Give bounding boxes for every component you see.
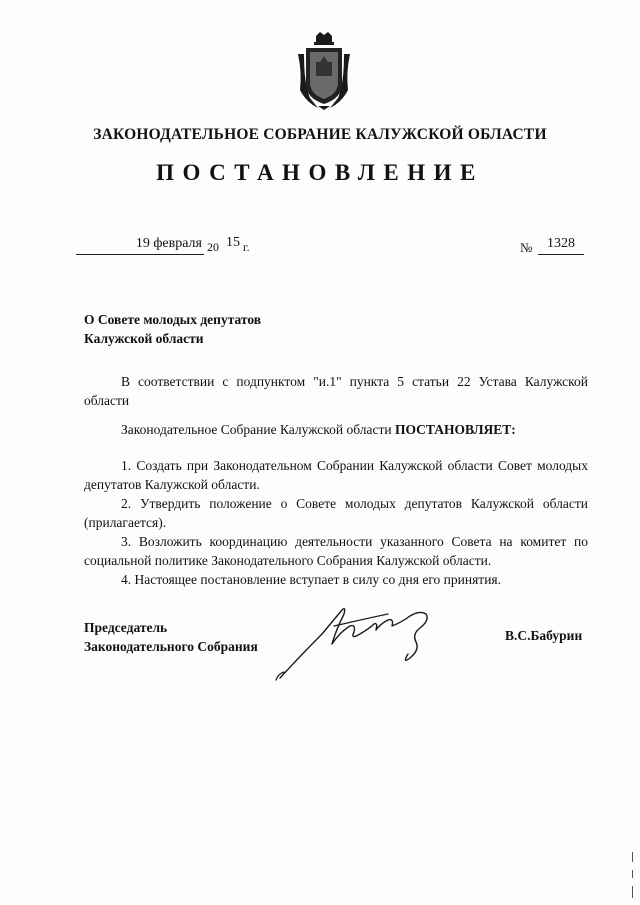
signer-name: В.С.Бабурин: [505, 628, 583, 643]
date-day-month: 19 февраля: [135, 236, 202, 251]
year-prefix: 20: [207, 240, 219, 254]
document-subject: [84, 310, 261, 348]
resolves-word: ПОСТАНОВЛЯЕТ:: [395, 422, 516, 437]
document-type-title: ПОСТАНОВЛЕНИЕ: [156, 160, 484, 185]
resolves-paragraph: [84, 420, 588, 439]
resolves-prefix: Законодательное Собрание Калужской области: [121, 422, 395, 437]
preamble-paragraph: В соответствии с подпунктом "и.1" пункта 5 статьи 22 Устава Калужской области: [84, 374, 588, 408]
organization-title: ЗАКОНОДАТЕЛЬНОЕ СОБРАНИЕ КАЛУЖСКОЙ ОБЛАСТИ: [93, 126, 547, 143]
margin-mark: [632, 852, 633, 862]
document-number: 1328: [538, 236, 584, 255]
coat-of-arms-icon: [296, 32, 352, 110]
margin-mark: [632, 870, 633, 878]
handwritten-signature: [270, 596, 460, 688]
signer-title: [84, 618, 258, 656]
year-suffix: 15: [226, 235, 240, 250]
subject-line: О Совете молодых депутатов: [84, 312, 262, 327]
signer-title-line: Законодательного Собрания: [84, 639, 258, 654]
resolution-items: [84, 456, 588, 589]
list-item: 1. Создать при Законодательном Собрании Калужской области Совет молодых депутатов Калужской области.: [84, 458, 588, 492]
year-unit: г.: [243, 240, 250, 254]
signer-title-line: Председатель: [84, 620, 168, 635]
list-item: 2. Утвердить положение о Совете молодых депутатов Калужской области (прилагается).: [84, 496, 588, 530]
date-field: [76, 236, 204, 255]
subject-line: Калужской области: [84, 331, 204, 346]
list-item: 4. Настоящее постановление вступает в силу со дня его принятия.: [121, 572, 502, 587]
margin-mark: [632, 886, 633, 898]
number-sign: №: [520, 240, 533, 255]
list-item: 3. Возложить координацию деятельности указанного Совета на комитет по социальной политике Законодательного Собрания Калужской области.: [84, 534, 588, 568]
